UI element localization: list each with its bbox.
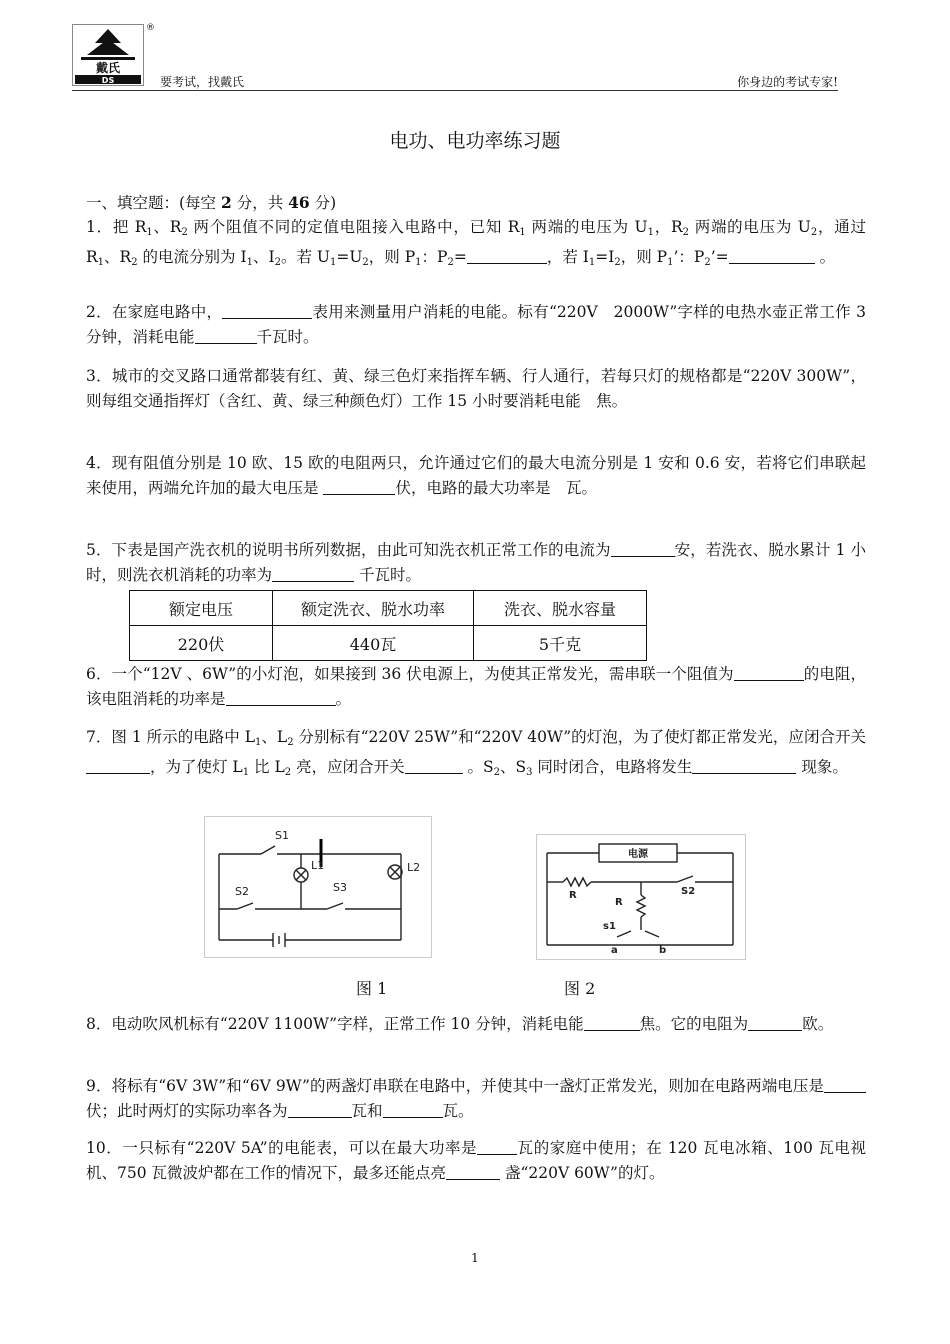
section-heading: 一、填空题：(每空 2 分，共 46 分) (86, 193, 337, 212)
label-s3: S3 (333, 881, 347, 894)
question-7: 7．图 1 所示的电路中 $L_1$、$L_2$ 分别标有“220V 25W”和“220V 40W”的灯泡，为了使灯都正常发光，应闭合开关，为了使灯 $L_1$ 比 $L_2$ 亮，应闭合开关 。$S_2$、$S_3$ 同时闭合，电路将发生 现象。 (86, 728, 866, 778)
ds-logo (72, 24, 144, 86)
question-1: 1．把 $R_1$、$R_2$ 两个阻值不同的定值电阻接入电路中，已知 $R_1$ 两端的电压为 $U_1$，$R_2$ 两端的电压为 $U_2$，通过 $R_1$、$R_2$ 的电流分别为 $I_1$、$I_2$。若 $U_1=U_2$，则 $P_1$：$P_2=$ ，若 $I_1=I_2$，则 $P_1$’：$P_2’=$ 。 (86, 218, 866, 268)
label-l1: L1 (311, 859, 325, 872)
label-s2: S2 (235, 885, 249, 898)
page-title: 电功、电功率练习题 (389, 130, 561, 152)
figure-1-circuit (204, 816, 432, 958)
header-slogan-left: 要考试，找戴氏 (160, 75, 245, 89)
label-l2: L2 (407, 861, 421, 874)
answer-blank[interactable] (86, 756, 150, 774)
figure-2-diagram (537, 835, 745, 959)
label-b: b (659, 945, 667, 956)
logo-text: 戴氏 (95, 61, 121, 75)
table-row (130, 626, 647, 661)
answer-blank[interactable] (226, 688, 336, 706)
question-10: 10．一只标有“220V 5A”的电能表，可以在最大功率是 瓦的家庭中使用；在 120 瓦电冰箱、100 瓦电视机、750 瓦微波炉都在工作的情况下，最多还能点亮 盏“220V 60W”的灯。 (86, 1139, 867, 1182)
table-cell: 5千克 (474, 626, 647, 661)
answer-blank[interactable] (824, 1075, 866, 1093)
label-power-source: 电源 (628, 849, 648, 860)
answer-blank[interactable] (611, 539, 675, 557)
answer-blank[interactable] (748, 1013, 802, 1031)
logo-graphic (73, 25, 143, 85)
answer-blank[interactable] (195, 326, 257, 344)
figure-2-circuit (536, 834, 746, 960)
table-header-row (130, 591, 647, 626)
label-s1: S1 (275, 829, 289, 842)
registered-mark: ® (146, 23, 155, 33)
page-number: 1 (471, 1251, 479, 1265)
answer-blank[interactable] (446, 1162, 500, 1180)
washer-spec-table (129, 590, 647, 661)
label-a: a (611, 945, 618, 956)
question-4: 4．现有阻值分别是 10 欧、15 欧的电阻两只，允许通过它们的最大电流分别是 1 安和 0.6 安，若将它们串联起来使用，两端允许加的最大电压是 伏，电路的最大功率是 瓦。 (86, 454, 866, 497)
question-5: 5．下表是国产洗衣机的说明书所列数据，由此可知洗衣机正常工作的电流为 安，若洗衣、脱水累计 1 小时，则洗衣机消耗的功率为 千瓦时。 (86, 541, 866, 584)
answer-blank[interactable] (734, 663, 804, 681)
question-2: 2．在家庭电路中， 表用来测量用户消耗的电能。标有“220V 2000W”字样的电热水壶正常工作 3 分钟，消耗电能 千瓦时。 (86, 303, 866, 346)
table-cell: 440瓦 (273, 626, 474, 661)
answer-blank[interactable] (405, 756, 463, 774)
table-header-cell: 额定洗衣、脱水功率 (273, 591, 474, 626)
answer-blank[interactable] (477, 1137, 517, 1155)
table-header-cell: 额定电压 (130, 591, 273, 626)
figure-1-caption: 图 1 (356, 979, 388, 998)
answer-blank[interactable] (288, 1100, 352, 1118)
figure-2-caption: 图 2 (564, 979, 596, 998)
answer-blank[interactable] (383, 1100, 443, 1118)
answer-blank[interactable] (729, 246, 815, 264)
answer-blank[interactable] (467, 246, 547, 264)
logo-sub: DS (101, 76, 115, 85)
figure-1-diagram (205, 817, 431, 957)
question-3: 3．城市的交叉路口通常都装有红、黄、绿三色灯来指挥车辆、行人通行，若每只灯的规格都是“220V 300W”，则每组交通指挥灯（含红、黄、绿三种颜色灯）工作 15 小时要消耗电能 焦。 (86, 367, 866, 410)
question-8: 8．电动吹风机标有“220V 1100W”字样，正常工作 10 分钟，消耗电能 焦。它的电阻为 欧。 (86, 1015, 834, 1033)
header-slogan-right: 你身边的考试专家! (737, 75, 838, 89)
question-9: 9．将标有“6V 3W”和“6V 9W”的两盏灯串联在电路中，并使其中一盏灯正常发光，则加在电路两端电压是伏；此时两灯的实际功率各为 瓦和 瓦。 (86, 1074, 866, 1124)
header-divider (72, 90, 838, 91)
label-r-mid: R (615, 897, 623, 908)
question-6: 6．一个“12V 、6W”的小灯泡，如果接到 36 伏电源上，为使其正常发光，需串联一个阻值为 的电阻，该电阻消耗的功率是 。 (86, 665, 866, 708)
label-r-left: R (569, 890, 577, 901)
answer-blank[interactable] (692, 756, 796, 774)
label-s2: S2 (681, 886, 696, 897)
table-header-cell: 洗衣、脱水容量 (474, 591, 647, 626)
answer-blank[interactable] (222, 301, 312, 319)
answer-blank[interactable] (584, 1013, 640, 1031)
answer-blank[interactable] (323, 477, 395, 495)
label-s1: s1 (603, 921, 616, 932)
table-cell: 220伏 (130, 626, 273, 661)
answer-blank[interactable] (272, 564, 354, 582)
